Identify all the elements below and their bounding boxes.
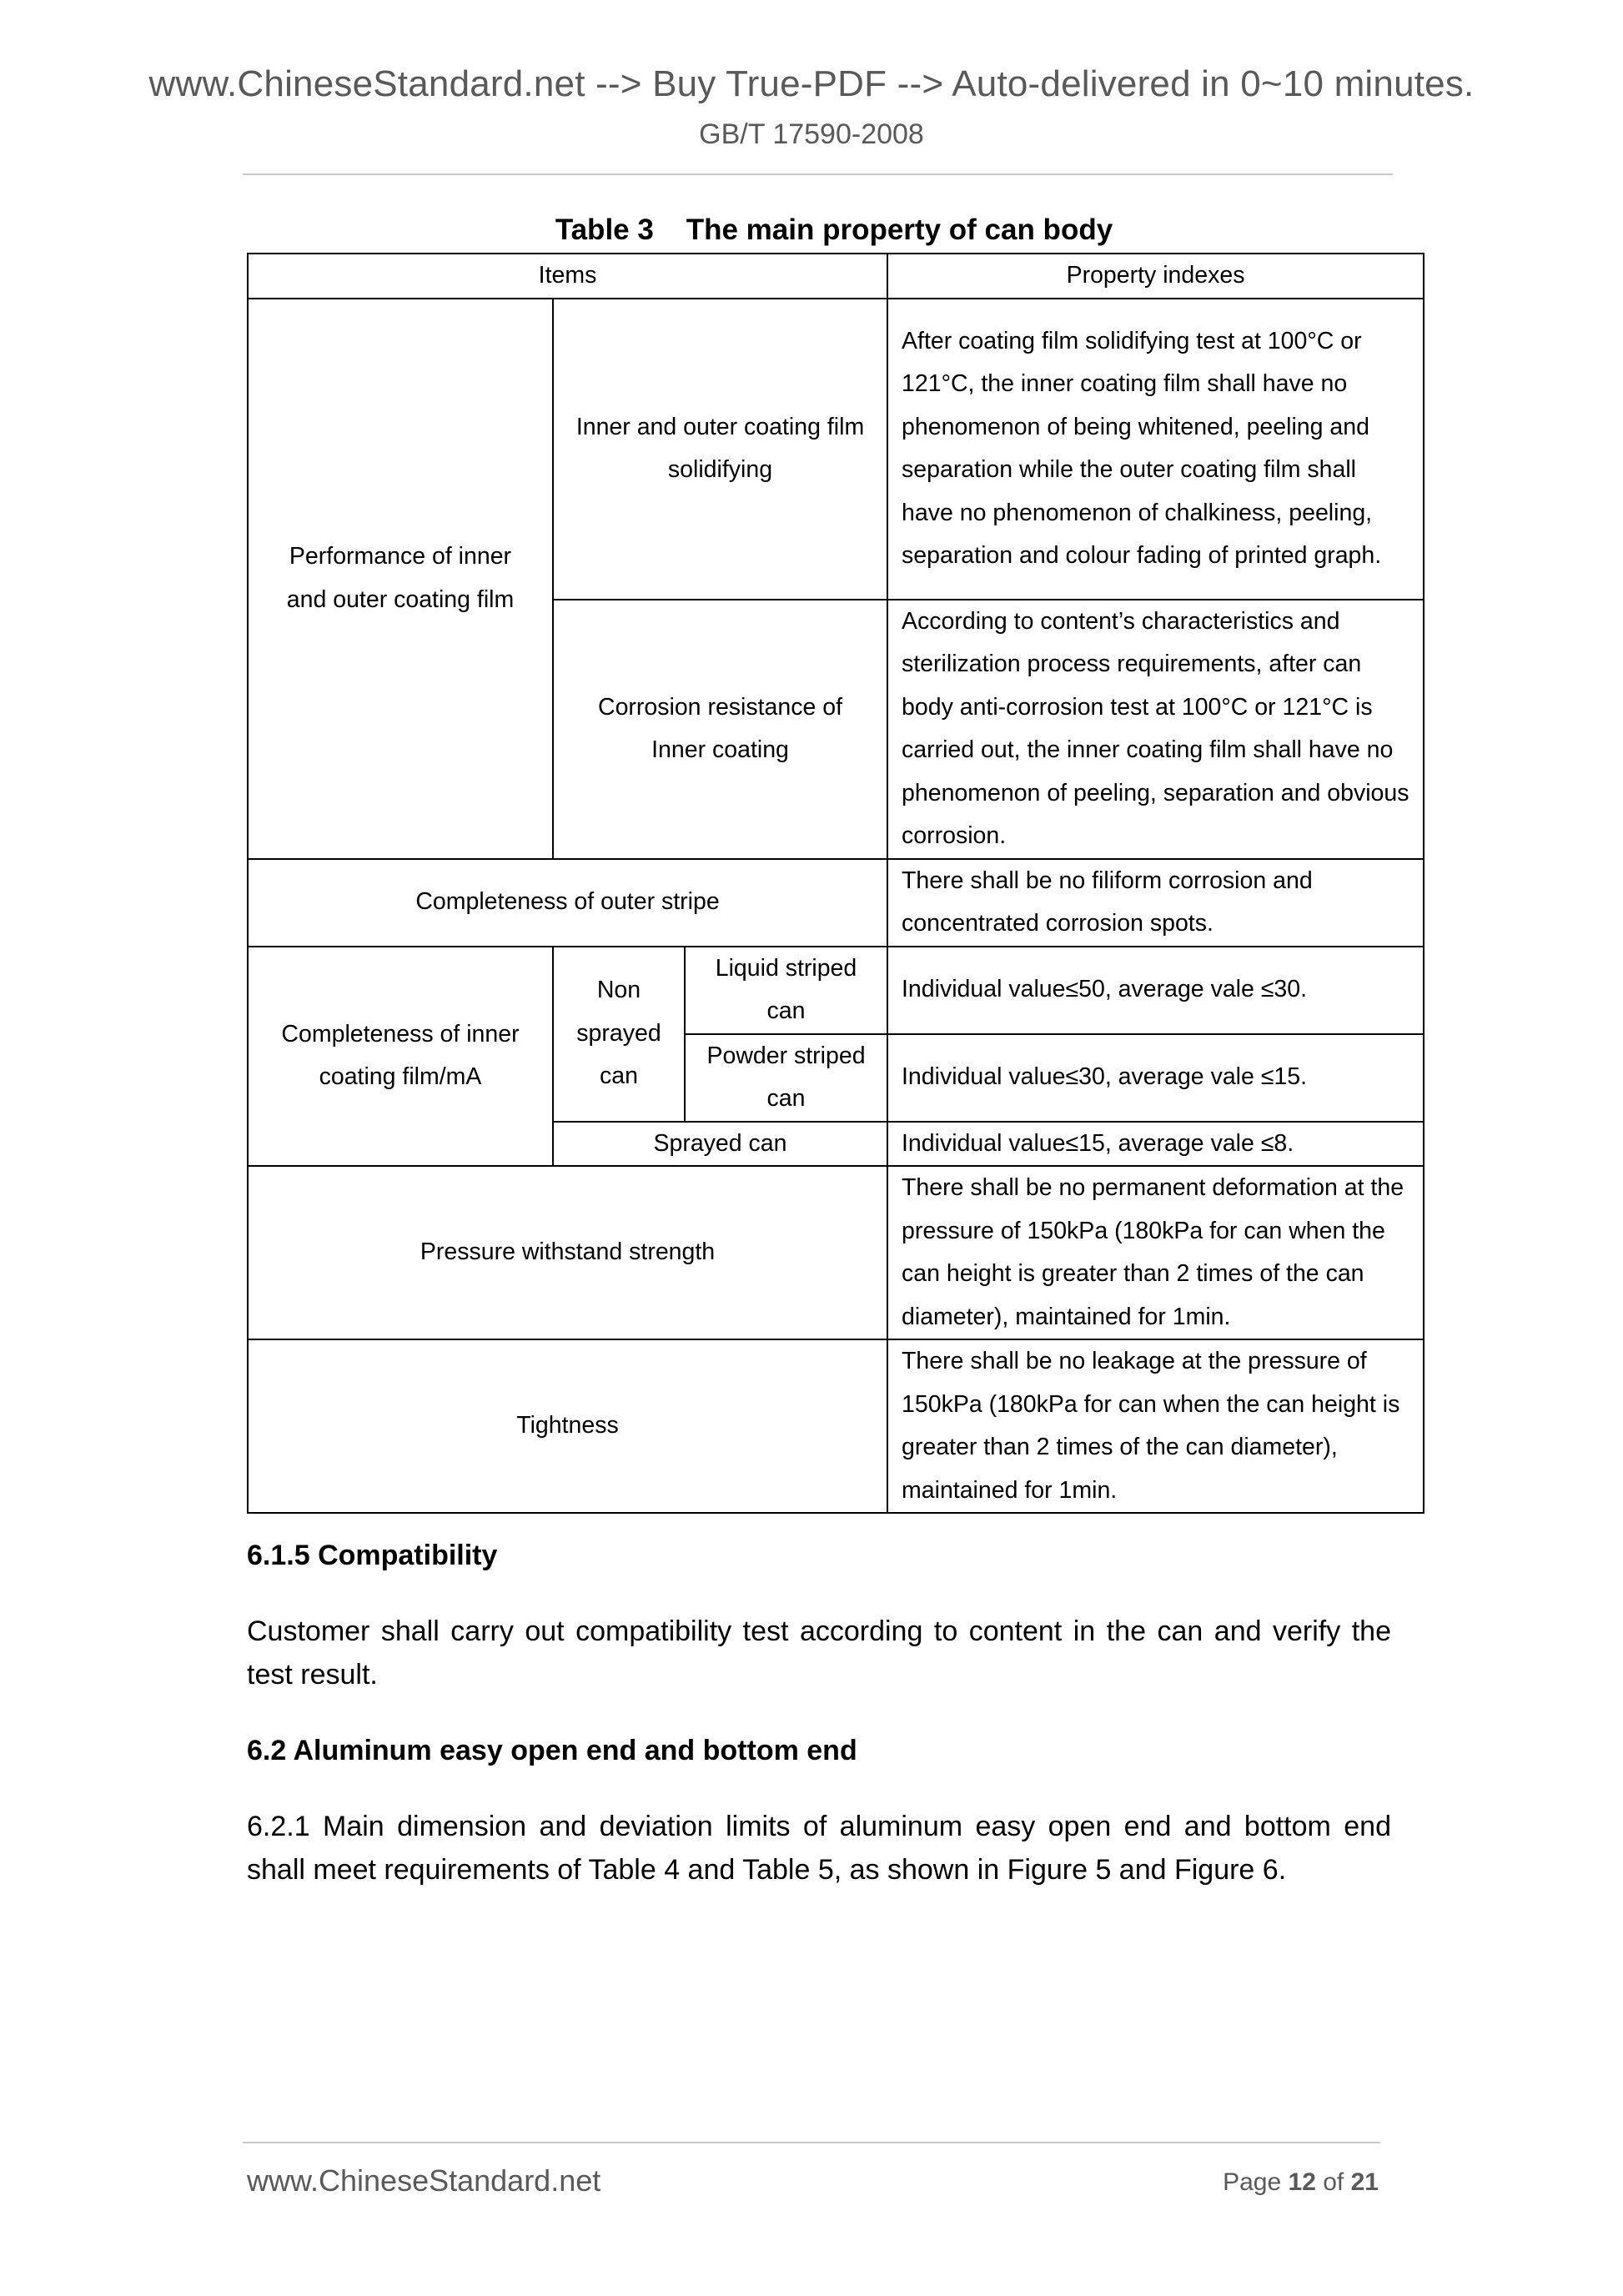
paragraph-6-2-1: 6.2.1 Main dimension and deviation limits of aluminum easy open end and bottom end shall meet requirements of Table 4 and Table 5, as shown in Figure 5 and Figure 6. [247, 1811, 1391, 1886]
pressure-property: There shall be no permanent deformation at the pressure of 150kPa (180kPa for can when the can height is greater than 2 times of the can diameter), maintained for 1min. [887, 1166, 1424, 1339]
footer-site: www.ChineseStandard.net [247, 2163, 601, 2198]
table-header-row [248, 254, 1424, 299]
table-caption: Table 3 The main property of can body [555, 214, 1113, 246]
heading-6-2: 6.2 Aluminum easy open end and bottom end [247, 1735, 857, 1766]
non-sprayed-cell: Non sprayed can [553, 947, 685, 1122]
outer-stripe-property: There shall be no filiform corrosion and concentrated corrosion spots. [887, 859, 1424, 947]
corrosion-property: According to content’s characteristics and sterilization process requirements, after can body anti-corrosion test at 100°C or 121°C is carried out, the inner coating film shall have no phenomenon of peeling, separation and obvious corrosion. [887, 600, 1424, 859]
header-property: Property indexes [887, 254, 1424, 299]
powder-striped-item: Powder striped can [685, 1034, 887, 1122]
paragraph-6-1-5: Customer shall carry out compatibility test according to content in the can and verify the test result. [247, 1615, 1391, 1691]
table-row [248, 947, 1424, 1034]
solidifying-item: Inner and outer coating film solidifying [553, 299, 887, 600]
corrosion-item: Corrosion resistance of Inner coating [553, 600, 887, 859]
sprayed-can-item: Sprayed can [553, 1122, 887, 1167]
pressure-item: Pressure withstand strength [248, 1166, 887, 1339]
table-row [248, 299, 1424, 600]
table-row [248, 859, 1424, 947]
header-divider [243, 173, 1393, 175]
liquid-striped-item: Liquid striped can [685, 947, 887, 1034]
liquid-striped-property: Individual value≤50, average vale ≤30. [887, 947, 1424, 1034]
of-word: of [1323, 2168, 1344, 2196]
page-word: Page [1223, 2168, 1282, 2196]
header-items: Items [248, 254, 887, 299]
property-table [247, 253, 1425, 1514]
footer-divider [243, 2142, 1380, 2143]
tightness-property: There shall be no leakage at the pressure of 150kPa (180kPa for can when the can height is greater than 2 times of the can diameter), maintained for 1min. [887, 1339, 1424, 1513]
solidifying-property: After coating film solidifying test at 100°C or 121°C, the inner coating film shall have no phenomenon of being whitened, peeling and separation while the outer coating film shall have no phenomenon of chalkiness, peeling, separation and colour fading of printed graph. [887, 299, 1424, 600]
heading-6-1-5: 6.1.5 Compatibility [247, 1540, 498, 1571]
table-row [248, 1166, 1424, 1339]
tightness-item: Tightness [248, 1339, 887, 1513]
page-indicator [1223, 2168, 1379, 2197]
header-banner: www.ChineseStandard.net --> Buy True-PDF --> Auto-delivered in 0~10 minutes. [148, 63, 1475, 104]
powder-striped-property: Individual value≤30, average vale ≤15. [887, 1034, 1424, 1122]
page-total: 21 [1350, 2168, 1379, 2196]
sprayed-can-property: Individual value≤15, average vale ≤8. [887, 1122, 1424, 1167]
standard-number: GB/T 17590-2008 [699, 118, 924, 150]
inner-coating-group-cell: Completeness of inner coating film/mA [248, 947, 553, 1167]
coating-group-cell: Performance of inner and outer coating film [248, 299, 553, 859]
outer-stripe-item: Completeness of outer stripe [248, 859, 887, 947]
page-number: 12 [1288, 2168, 1316, 2196]
table-row [248, 1339, 1424, 1513]
